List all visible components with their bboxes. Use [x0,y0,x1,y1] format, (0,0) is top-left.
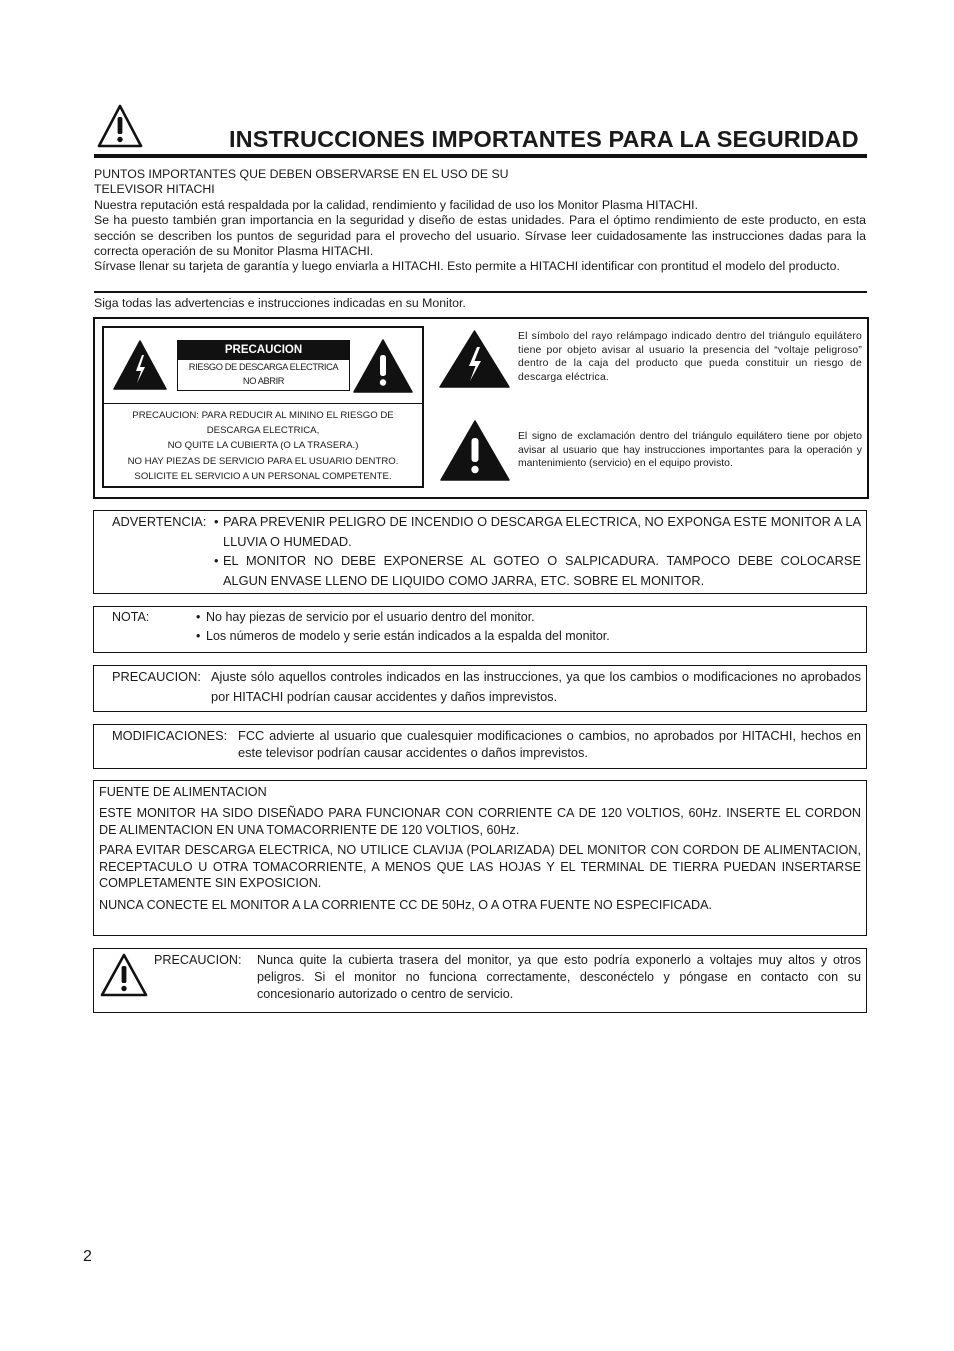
power-source-paragraph-3: NUNCA CONECTE EL MONITOR A LA CORRIENTE CC DE 50Hz, O A OTRA FUENTE NO ESPECIFICADA. [99,898,713,912]
power-source-paragraph-1: ESTE MONITOR HA SIDO DISEÑADO PARA FUNCIONAR CON CORRIENTE CA DE 120 VOLTIOS, 60Hz. INSERTE EL CORDON DE ALIMENTACION EN UNA TOMACORRIENTE DE 120 VOLTIOS, 60Hz. [99,806,861,837]
rear-cover-caution-box [93,948,867,1013]
warning-box [93,510,867,594]
note-box [93,606,867,653]
bullet: • [214,514,219,529]
modifications-text: FCC advierte al usuario que cualesquier modificaciones o cambios, no aprobados por HITACHI, hechos en este televisor podrían causar accidentes o daños imprevistos. [238,728,861,760]
caution-label-text-line: NO QUITE LA CUBIERTA (O LA TRASERA.) [167,440,359,452]
note-item-1: No hay piezas de servicio por el usuario dentro del monitor. [206,610,535,624]
caution-box [93,665,867,712]
follow-instructions: Siga todas las advertencias e instrucciones indicadas en su Monitor. [94,296,466,310]
caution-text-content: Ajuste sólo aquellos controles indicados en las instrucciones, ya que los cambios o modificaciones no aprobados por HITACHI podrían causar accidentes y daños imprevistos. [211,669,861,704]
intro-paragraph-3: Sírvase llenar su tarjeta de garantía y luego enviarla a HITACHI. Esto permite a HITACHI identificar con prontitud el modelo del producto. [94,259,840,274]
caution-label-line-2: NO ABRIR [242,376,285,386]
caution-label-text-line: PRECAUCION: PARA REDUCIR AL MININO EL RIESGO DE [132,410,394,421]
bullet: • [214,553,219,568]
power-source-paragraph-2: PARA EVITAR DESCARGA ELECTRICA, NO UTILICE CLAVIJA (POLARIZADA) DEL MONITOR CON CORDON DE ALIMENTACION, RECEPTACULO U OTRA TOMACORRIENTE, A MENOS QUE LAS HOJAS Y EL TERMINAL DE TIERRA PUEDAN INSERTARSE COMPLETAMENTE SIN EXPOSICION. [99,843,861,891]
caution-label-text-line: DESCARGA ELECTRICA, [206,425,320,437]
page-title: INSTRUCCIONES IMPORTANTES PARA LA SEGURIDAD [229,126,859,152]
bullet: • [196,629,201,643]
power-source-title: FUENTE DE ALIMENTACION [99,785,267,799]
warning-triangle-icon [97,104,143,148]
warning-item-1: PARA PREVENIR PELIGRO DE INCENDIO O DESCARGA ELECTRICA, NO EXPONGA ESTE MONITOR A LA LLUVIA O HUMEDAD. [223,514,861,549]
warning-item-2: EL MONITOR NO DEBE EXPONERSE AL GOTEO O SALPICADURA. TAMPOCO DEBE COLOCARSE ALGUN ENVASE LLENO DE LIQUIDO COMO JARRA, ETC. SOBRE EL MONITOR. [223,553,861,588]
caution-label-text-line: SOLICITE EL SERVICIO A UN PERSONAL COMPETENTE. [134,470,392,482]
warning-label: ADVERTENCIA: [112,514,207,529]
intro-line-2: TELEVISOR HITACHI [94,182,215,197]
modifications-box [93,724,867,769]
intro-line-1: PUNTOS IMPORTANTES QUE DEBEN OBSERVARSE EN EL USO DE SU [94,167,509,181]
lightning-triangle-icon [113,340,167,390]
intro-rule [94,291,867,293]
lightning-triangle-icon [439,330,510,388]
rear-cover-caution-label: PRECAUCION: [154,953,242,967]
caution-label-heading: PRECAUCION [177,340,350,360]
rear-cover-caution-text: Nunca quite la cubierta trasera del monitor, ya que esto podría exponerlo a voltajes muy altos y otros peligros. Si el monitor no funciona correctamente, desconéctelo y póngase en contacto con su concesionario autorizado o centro de servicio. [257,953,861,1001]
caution-label-top [104,328,422,404]
intro-section [94,167,866,275]
caution-label: PRECAUCION: [112,669,201,684]
caution-label-text [104,408,422,484]
exclamation-triangle-icon [440,420,510,481]
exclamation-symbol-description: El signo de exclamación dentro del triángulo equilátero tiene por objeto avisar al usuario que hay instrucciones importantes para la operación y mantenimiento (servicio) en el equipo provisto. [518,431,862,469]
note-label: NOTA: [112,610,150,624]
bullet: • [196,610,201,624]
caution-label-text-line: NO HAY PIEZAS DE SERVICIO PARA EL USUARIO DENTRO. [127,455,399,467]
caution-label-line-1: RIESGO DE DESCARGA ELECTRICA [188,362,339,372]
warning-triangle-icon [100,953,148,997]
intro-paragraph-2: Se ha puesto también gran importancia en la seguridad y diseño de estas unidades. Para el óptimo rendimiento de este producto, en esta sección se describen los puntos de seguridad para el provecho del usuario. Sírvase leer cuidadosamente las instrucciones dadas para la correcta operación de su Monitor Plasma HITACHI. [94,213,866,259]
caution-label [102,326,424,488]
lightning-symbol-description: El símbolo del rayo relámpago indicado dentro del triángulo equilátero tiene por objeto avisar al usuario la presencia del “voltaje peligroso” dentro de la caja del producto que pueda constituir un riesgo de descarga eléctrica. [518,331,862,383]
modifications-label: MODIFICACIONES: [112,728,228,743]
exclamation-triangle-icon [353,339,413,393]
caution-text [211,667,861,706]
power-source-box [93,780,867,936]
intro-paragraph-1: Nuestra reputación está respaldada por la calidad, rendimiento y facilidad de uso los Monitor Plasma HITACHI. [94,197,698,212]
page-number: 2 [83,1248,92,1265]
title-rule [94,154,867,158]
note-item-2: Los números de modelo y serie están indicados a la espalda del monitor. [206,629,610,643]
